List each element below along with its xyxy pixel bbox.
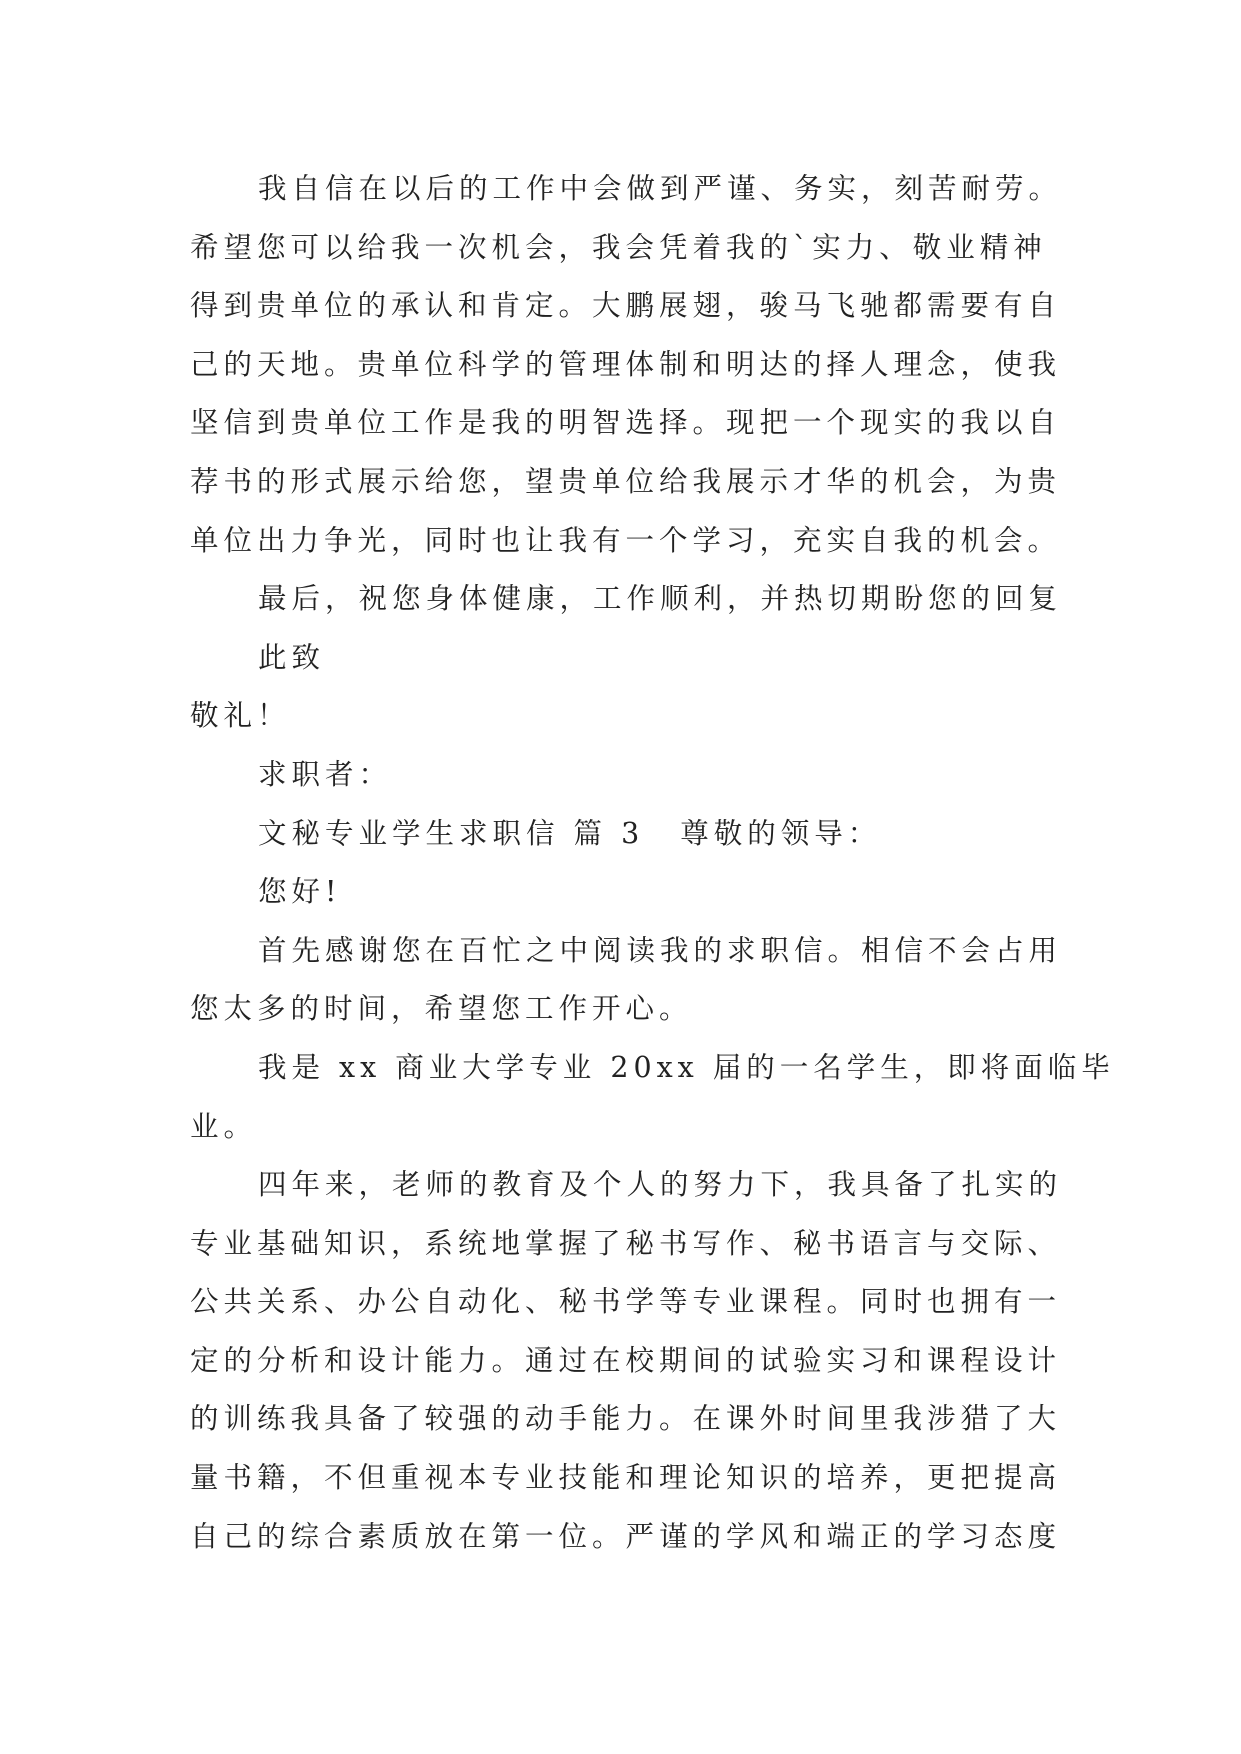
text-line: 的训练我具备了较强的动手能力。在课外时间里我涉猎了大 [190,1402,1062,1436]
text-line: 首先感谢您在百忙之中阅读我的求职信。相信不会占用 [258,933,1063,967]
text-line: 您太多的时间，希望您工作开心。 [190,992,693,1026]
section-heading: 文秘专业学生求职信 篇 3 [258,816,645,850]
greeting-recipient: 尊敬的领导： [680,816,882,850]
text-line: 专业基础知识，系统地掌握了秘书写作、秘书语言与交际、 [190,1226,1062,1260]
text-line: 定的分析和设计能力。通过在校期间的试验实习和课程设计 [190,1343,1062,1377]
text-line: 坚信到贵单位工作是我的明智选择。现把一个现实的我以自 [190,406,1062,440]
greeting: 您好! [258,875,342,909]
signature-label: 求职者： [258,757,393,791]
text-line: 荐书的形式展示给您，望贵单位给我展示才华的机会，为贵 [190,464,1062,498]
text-line: 我自信在以后的工作中会做到严谨、务实，刻苦耐劳。 [258,172,1063,205]
text-line: 得到贵单位的承认和肯定。大鹏展翅，骏马飞驰都需要有自 [190,289,1062,323]
text-line: 希望您可以给我一次机会，我会凭着我的`实力、敬业精神 [190,230,1047,264]
text-line: 自己的综合素质放在第一位。严谨的学风和端正的学习态度 [190,1519,1062,1553]
text-line: 量书籍，不但重视本专业技能和理论知识的培养，更把提高 [190,1461,1062,1495]
text-line: 公共关系、办公自动化、秘书学等专业课程。同时也拥有一 [190,1285,1062,1319]
text-line: 我是 xx 商业大学专业 20xx 届的一名学生，即将面临毕 [258,1050,1115,1084]
text-line: 业。 [190,1109,258,1143]
salutation-jingli: 敬礼！ [190,699,291,733]
salutation-cizhi: 此致 [258,640,326,674]
text-line: 单位出力争光，同时也让我有一个学习，充实自我的机会。 [190,523,1062,557]
section-heading-line [190,805,1070,864]
text-line: 己的天地。贵单位科学的管理体制和明达的择人理念，使我 [190,347,1062,381]
closing-wish: 最后，祝您身体健康，工作顺利，并热切期盼您的回复 [258,582,1063,616]
document-body [190,160,1115,1566]
text-line: 四年来，老师的教育及个人的努力下，我具备了扎实的 [258,1168,1063,1202]
